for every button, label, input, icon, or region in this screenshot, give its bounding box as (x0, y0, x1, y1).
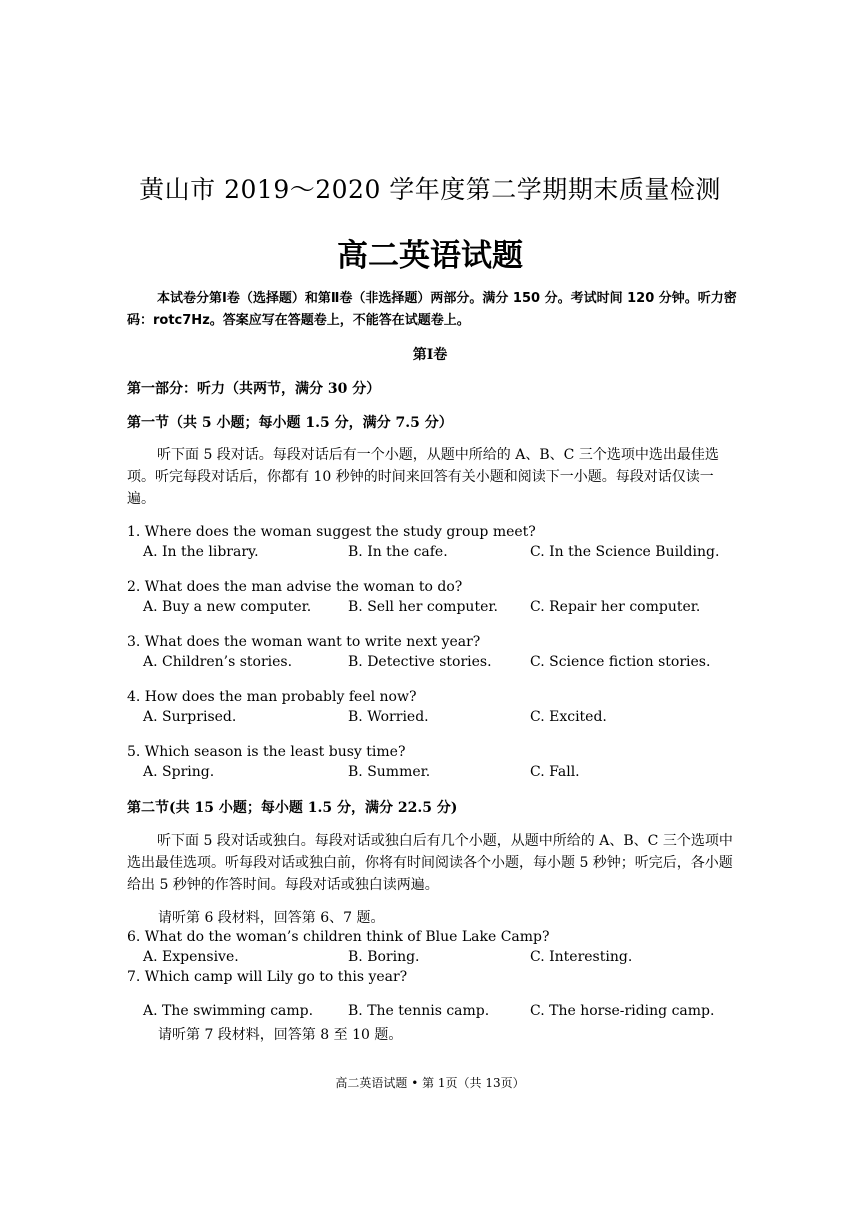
question-1: 1. Where does the woman suggest the study group meet? (127, 524, 536, 540)
option-3b: B. Detective stories. (348, 654, 492, 670)
option-4b: B. Worried. (348, 709, 429, 725)
page-footer: 高二英语试题 • 第 1页（共 13页） (335, 1076, 525, 1090)
exam-subtitle: 高二英语试题 (337, 238, 523, 274)
option-7b: B. The tennis camp. (348, 1003, 490, 1019)
option-6a: A. Expensive. (143, 949, 239, 965)
section1-heading: 第一节（共 5 小题；每小题 1.5 分，满分 7.5 分） (127, 415, 453, 431)
option-4a: A. Surprised. (143, 709, 237, 725)
option-2a: A. Buy a new computer. (143, 599, 312, 615)
option-2b: B. Sell her computer. (348, 599, 498, 615)
option-3a: A. Children’s stories. (143, 654, 293, 670)
option-5c: C. Fall. (530, 764, 580, 780)
option-5a: A. Spring. (143, 764, 215, 780)
option-7a: A. The swimming camp. (143, 1003, 314, 1019)
material-7-cue: 请听第 7 段材料，回答第 8 至 10 题。 (158, 1027, 403, 1043)
option-7c: C. The horse-riding camp. (530, 1003, 715, 1019)
exam-intro: 本试卷分第Ⅰ卷（选择题）和第Ⅱ卷（非选择题）两部分。满分 150 分。考试时间 120 分钟。听力密码：rotc7Hz。答案应写在答题卷上，不能答在试题卷上。 (127, 291, 737, 328)
option-5b: B. Summer. (348, 764, 431, 780)
option-1b: B. In the cafe. (348, 544, 448, 560)
section1-instructions: 听下面 5 段对话。每段对话后有一个小题，从题中所给的 A、B、C 三个选项中选出最佳选项。听完每段对话后，你都有 10 秒钟的时间来回答有关小题和阅读下一小题。每段对话仅读一遍。 (127, 447, 719, 507)
option-3c: C. Science fiction stories. (530, 654, 711, 670)
question-3: 3. What does the woman want to write next year? (127, 634, 481, 650)
material-6-cue: 请听第 6 段材料，回答第 6、7 题。 (158, 910, 385, 926)
option-6c: C. Interesting. (530, 949, 633, 965)
part1-heading: 第一部分：听力（共两节，满分 30 分） (127, 381, 381, 397)
option-6b: B. Boring. (348, 949, 420, 965)
question-6: 6. What do the woman’s children think of Blue Lake Camp? (127, 929, 550, 945)
question-7: 7. Which camp will Lily go to this year? (127, 969, 408, 985)
section2-instructions: 听下面 5 段对话或独白。每段对话或独白后有几个小题，从题中所给的 A、B、C 三个选项中选出最佳选项。听每段对话或独白前，你将有时间阅读各个小题，每小题 5 秒钟；听完后，各小题给出 5 秒钟的作答时间。每段对话或独白读两遍。 (127, 833, 733, 893)
question-4: 4. How does the man probably feel now? (127, 689, 417, 705)
option-1c: C. In the Science Building. (530, 544, 720, 560)
question-2: 2. What does the man advise the woman to do? (127, 579, 463, 595)
exam-title: 黄山市 2019～2020 学年度第二学期期末质量检测 (139, 175, 721, 204)
option-4c: C. Excited. (530, 709, 607, 725)
option-1a: A. In the library. (143, 544, 259, 560)
option-2c: C. Repair her computer. (530, 599, 701, 615)
volume-heading: 第Ⅰ卷 (412, 347, 448, 363)
question-5: 5. Which season is the least busy time? (127, 744, 406, 760)
section2-heading: 第二节(共 15 小题；每小题 1.5 分，满分 22.5 分) (127, 800, 458, 816)
